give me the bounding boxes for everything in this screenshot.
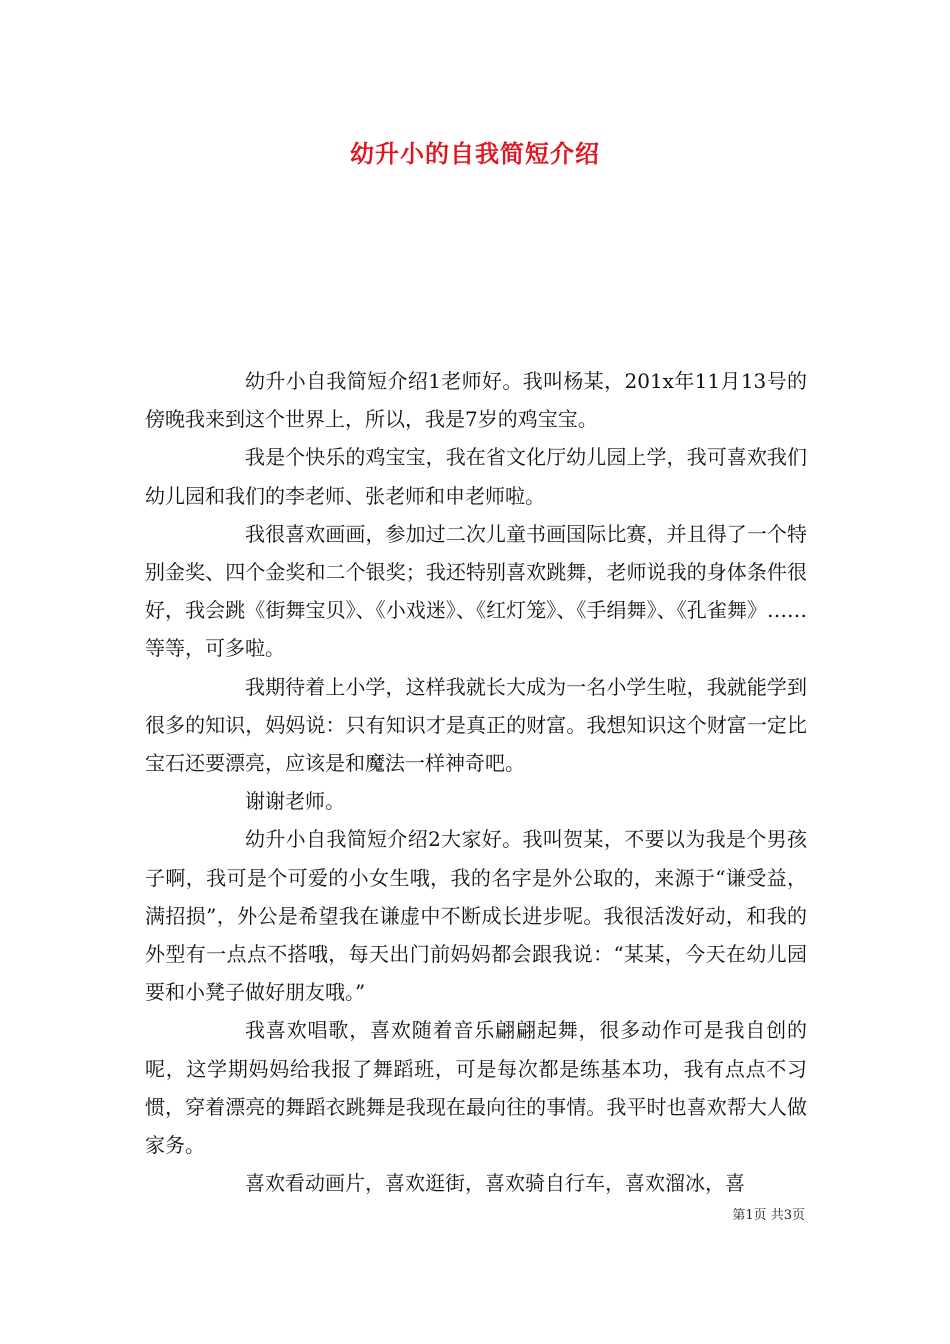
paragraph: 谢谢老师。 <box>245 789 345 814</box>
page-number-footer: 第1页 共3页 <box>732 1208 805 1223</box>
document-title: 幼升小的自我简短介绍 <box>350 139 600 168</box>
paragraph: 我期待着上小学，这样我就长大成为一名小学生啦，我就能学到很多的知识，妈妈说：只有知识才是真正的财富。我想知识这个财富一定比宝石还要漂亮，应该是和魔法一样神奇吧。 <box>145 674 807 776</box>
paragraph: 喜欢看动画片，喜欢逛街，喜欢骑自行车，喜欢溜冰，喜 <box>245 1171 745 1196</box>
paragraph: 我很喜欢画画，参加过二次儿童书画国际比赛，并且得了一个特别金奖、四个金奖和二个银奖；我还特别喜欢跳舞，老师说我的身体条件很好，我会跳《街舞宝贝》、《小戏迷》、《红灯笼》、《手绢舞》、《孔雀舞》……等等，可多啦。 <box>145 521 807 661</box>
paragraph: 我喜欢唱歌，喜欢随着音乐翩翩起舞，很多动作可是我自创的呢，这学期妈妈给我报了舞蹈班，可是每次都是练基本功，我有点点不习惯，穿着漂亮的舞蹈衣跳舞是我现在最向往的事情。我平时也喜欢帮大人做家务。 <box>145 1018 807 1158</box>
paragraph: 我是个快乐的鸡宝宝，我在省文化厅幼儿园上学，我可喜欢我们幼儿园和我们的李老师、张老师和申老师啦。 <box>145 445 807 508</box>
paragraph: 幼升小自我简短介绍1老师好。我叫杨某，201x年11月13号的傍晚我来到这个世界上，所以，我是7岁的鸡宝宝。 <box>145 369 807 432</box>
document-body <box>145 362 807 1202</box>
paragraph: 幼升小自我简短介绍2大家好。我叫贺某，不要以为我是个男孩子啊，我可是个可爱的小女生哦，我的名字是外公取的，来源于“谦受益，满招损”，外公是希望我在谦虚中不断成长进步呢。我很活泼好动，和我的外型有一点点不搭哦，每天出门前妈妈都会跟我说：“某某，今天在幼儿园要和小凳子做好朋友哦。” <box>145 827 807 1005</box>
